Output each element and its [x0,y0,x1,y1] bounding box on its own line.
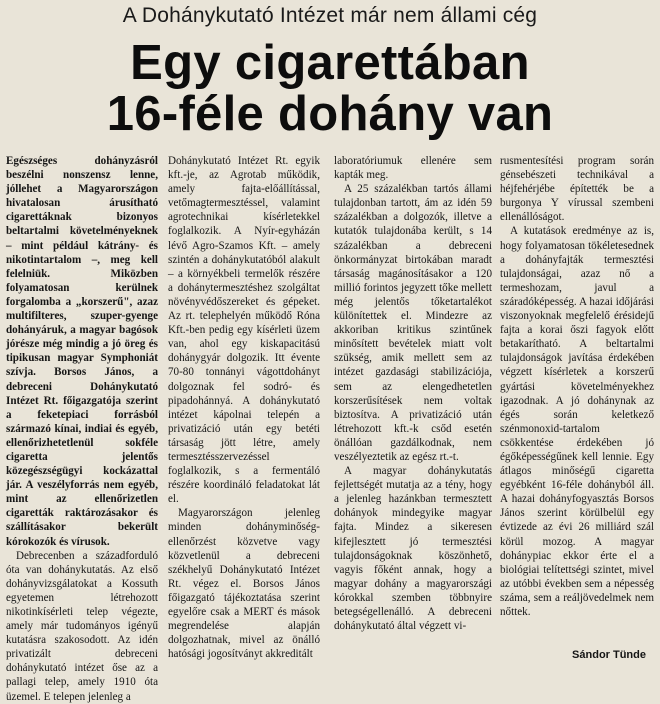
article-column-2 [168,154,320,661]
article-paragraph: laboratóriumuk ellenére sem kapták meg. [334,155,492,182]
article-headline [0,38,660,140]
article-paragraph: A kutatások eredménye az is, hogy folyamatosan tökéletesednek a dohányfajták termesztési tulajdonságai, azaz nő a termeshozam, javul a száradóképesség. A hazai időjárási viszonyoknak megfelelő érésidejű fajta a korai őszi fagyok előtt betakarítható. A beltartalmi tulajdonságok javítása érdekében végzett kísérletek a korszerű gyártási követelményekhez igazodnak. A jó dohánynak az égés során keletkező szénmonoxid-tartalom csökkentése érdekében jó égőképességűnek kell lennie. Egy átlagos minőségű cigaretta egyébként 16-féle dohányból áll. A hazai dohányfogyasztás Borsos János szerint körülbelül egy évtizede az évi 26 milliárd szál körül mozog. A magyar dohánypiac ekkor érte el a biológiai telítettségi szintet, mivel az utóbbi években sem a népesség száma, sem a reáljövedelmek nem nőttek. [500,225,654,618]
article-kicker: A Dohánykutató Intézet már nem állami cég [122,4,538,27]
article-paragraph: Dohánykutató Intézet Rt. egyik kft.-je, az Agrotab működik, amely fajta-előállítással, vetőmagtermesztéssel, valamint agrotechnikai kísérletekkel foglalkozik. A Nyír-egyházán lévő Agro-Szamos Kft. – amely szintén a dohánykutatóból alakult – a környékbeli termelők részére a dohánytermesztéshez szolgáltat növényvédőszereket és gépeket. Az rt. telephelyén működő Róna Kft.-ben pedig egy kísérleti üzem van, ahol egy kiskapacitású dohánygyár dolgozik. Itt évente 70-80 tonnányi vágottdohányt dolgoznak fel sodró- és pipadohánnyá. A dohánykutató intézet kápolnai telepén a privatizáció után egy betéti társaság jött létre, amely termesztésszervezéssel foglalkozik, s a fermentáló részére koordináló feladatokat lát el. [168,155,320,506]
article-column-3 [334,154,492,633]
article-column-4 [500,154,654,619]
article-paragraph: Magyarországon jelenleg minden dohányminőség-ellenőrzést közvetve vagy közvetlenül a debreceni székhelyű Dohánykutató Intézet Rt. végez el. Borsos János főigazgató tájékoztatása szerint egyelőre csak a MERT és mások megrendelése alapján dolgozhatnak, mivel az önálló hatósági jogosítványt akkreditált [168,507,320,661]
article-paragraph: rusmentesítési program során génsebészeti technikával a héjfehérjébe építették be a burgonya Y vírussal szembeni ellenállóságot. [500,155,654,224]
author-signature: Sándor Tünde [572,649,646,661]
article-lead: Egészséges dohányzásról beszélni nonszensz lenne, jóllehet a Magyarországon hivatalosan árusítható cigarettáknak bizonyos beltartalmi követelményeknek – mint például kátrány- és nikotintartalom –, meg kell felelniük. Miközben folyamatosan kerülnek forgalomba a „korszerű", azaz multifilteres, szuper-gyenge dohányáruk, a magyar bagósok jórésze még mindig a jó öreg és tipikusan magyar Symphoniát szívja. Borsos János, a debreceni Dohánykutató Intézet Rt. főigazgatója szerint a feketepiaci forrásból származó kínai, indiai és egyéb, ellenőrizhetetlenül sokféle cigaretta jelentős közegészségügyi kockázattal jár. A veszélyforrás nem egyéb, mint az ellenőrizetlen cigaretták raktározásakor és szállításakor bekerült kórokozók és vírusok. [6,155,158,548]
headline-line-1: Egy cigarettában [130,36,530,90]
article-column-1 [6,154,158,704]
article-paragraph: Debrecenben a századforduló óta van dohánykutatás. Az első dohányvizsgálatokat a Kossuth egyetemen létrehozott nikotinkísérleti telep végezte, amely már tudományos igényű kutatásra szakosodott. Az idén privatizált debreceni dohánykutató intézet őse az a pallagi telep, amely 1910 óta üzemel. E telepen jelenleg a [6,549,158,703]
article-paragraph: A magyar dohánykutatás fejlettségét mutatja az a tény, hogy a jelenleg hazánkban termesztett dohányok mindegyike magyar fajta. Mindez a sikeresen kifejlesztett jó termesztési tulajdonságoknak köszönhető, vagyis főként annak, hogy a magyar dohány a magyarországi kórokkal szemben többnyire betegségellenálló. A debreceni dohánykutató által végzett vi- [334,465,492,633]
headline-line-2: 16-féle dohány van [106,87,554,141]
article-paragraph: A 25 százalékban tartós állami tulajdonban tartott, ám az idén 59 százalékban a dolgozók, illetve a kutatók tulajdonába került, s 14 százalékban a debreceni önkormányzat birtokában maradt társaság magánosításakor a 120 millió forintos jegyzett tőke mellett még jelentős tőketartalékot különítettek el. Mindezre az akkoriban kritikus szintűnek minősített bevételek miatt volt szükség, amik mellett sem az intézet gazdasági stabilizációja, sem az elengedhetetlen korszerűsítések nem voltak biztosítva. A privatizáció után létrehozott kft.-k csőd esetén önállóan gazdálkodnak, nem veszélyeztetik az egész rt.-t. [334,183,492,463]
